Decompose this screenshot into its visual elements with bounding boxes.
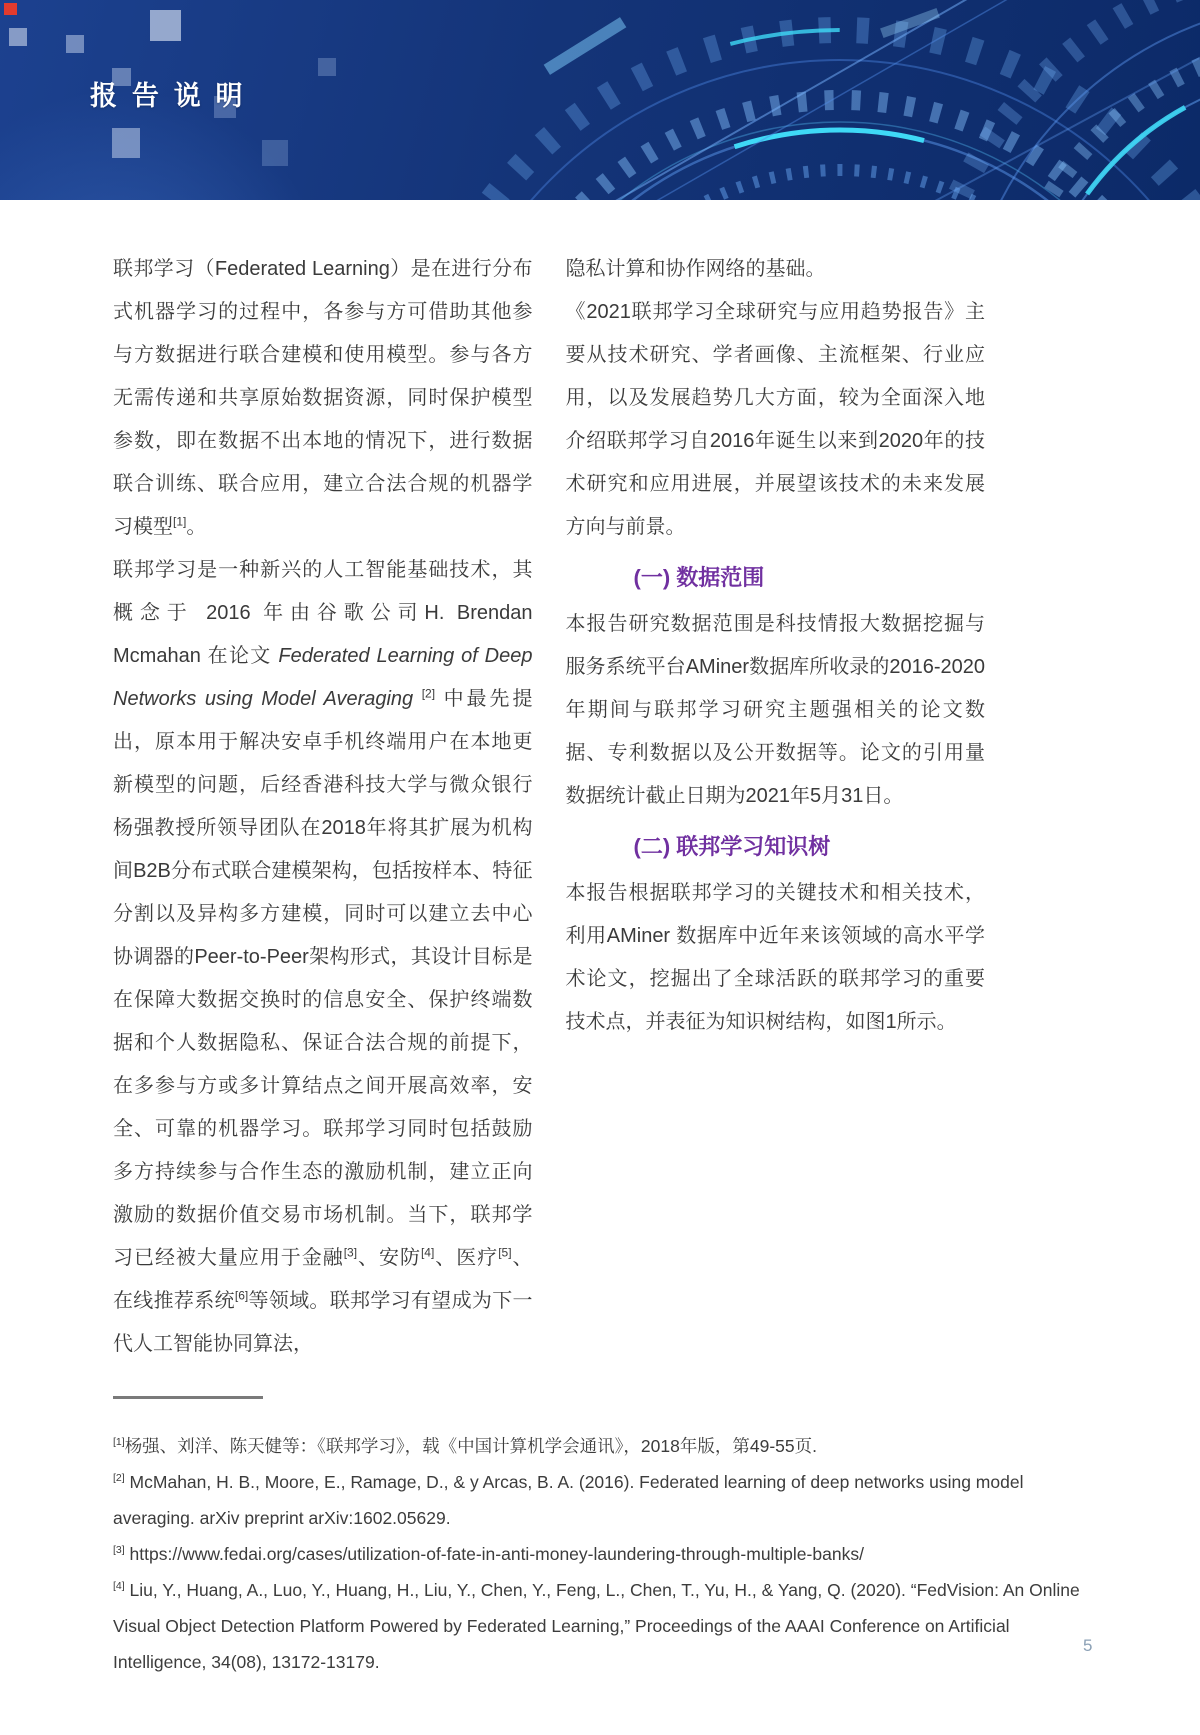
body-paragraph: [566, 291, 986, 549]
text-run: 、医疗: [434, 1247, 499, 1269]
page-number: 5: [1083, 1636, 1093, 1655]
text-run: [3]: [113, 1544, 125, 1557]
text-run: 、安防: [357, 1247, 421, 1269]
text-run: [3]: [343, 1245, 358, 1260]
body-paragraph: [113, 248, 533, 549]
report-body: [113, 248, 985, 1366]
body-paragraph: [566, 248, 986, 291]
text-run: (二) 联邦学习知识树: [633, 834, 831, 859]
body-paragraph: [113, 549, 533, 1366]
text-run: 、在线推荐系统: [113, 1247, 533, 1312]
blue-square-decoration: [66, 35, 84, 53]
text-run: 联邦学习（Federated Learning）是在进行分布式机器学习的过程中，各参与方可借助其他参与方数据进行联合建模和使用模型。参与各方无需传递和共享原始数据资源，同时保护模型参数，即在数据不出本地的情况下，进行数据联合训练、联合应用，建立合法合规的机器学习模型: [113, 258, 533, 538]
text-run: 本报告研究数据范围是科技情报大数据挖掘与服务系统平台AMiner数据库所收录的2016-2020年期间与联邦学习研究主题强相关的论文数据、专利数据以及公开数据等。论文的引用量数据统计截止日期为2021年5月31日。: [565, 613, 985, 807]
text-run: Liu, Y., Huang, A., Luo, Y., Huang, H., Liu, Y., Chen, Y., Feng, L., Chen, T., Yu, H., & Yang, Q. (2020). “FedVision: An Online Visual Object Detection Platform Powered by Federated Learning,” Proceedings of the AAAI Conference on Artificial Intelligence, 34(08), 13172-13179.: [113, 1580, 1080, 1672]
text-run: [1]: [173, 514, 187, 529]
left-column: [113, 248, 533, 1366]
blue-square-decoration: [9, 28, 27, 46]
text-run: 联邦学习是一种新兴的人工智能基础技术，其概念于 2016 年由谷歌公司H. Brendan Mcmahan 在论文: [113, 559, 533, 667]
text-run: https://www.fedai.org/cases/utilization-of-fate-in-anti-money-laundering-through-multiple-banks/: [124, 1544, 864, 1564]
text-run: (一) 数据范围: [633, 565, 765, 590]
text-run: 等领域。联邦学习有望成为下一代人工智能协同算法，: [113, 1290, 533, 1355]
red-square-decoration: [4, 3, 17, 15]
footnotes: [113, 1428, 1091, 1680]
text-run: [4]: [113, 1580, 125, 1593]
footnote-separator: [113, 1396, 263, 1399]
footnote-item: [113, 1464, 1091, 1536]
header-banner: [0, 0, 1200, 200]
text-run: [4]: [420, 1245, 435, 1260]
text-run: [5]: [498, 1245, 512, 1260]
text-run: McMahan, H. B., Moore, E., Ramage, D., & y Arcas, B. A. (2016). Federated learning of deep networks using model averaging. arXiv preprint arXiv:1602.05629.: [113, 1472, 1024, 1528]
blue-square-decoration: [262, 140, 288, 166]
text-run: 杨强、刘洋、陈天健等：《联邦学习》，载《中国计算机学会通讯》，2018年版，第49-55页.: [124, 1436, 817, 1456]
text-run: [6]: [234, 1288, 249, 1303]
text-run: [2]: [421, 686, 436, 701]
right-column: [566, 248, 986, 1366]
text-run: 本报告根据联邦学习的关键技术和相关技术，利用AMiner 数据库中近年来该领域的高水平学术论文，挖掘出了全球活跃的联邦学习的重要技术点，并表征为知识树结构，如图1所示。: [565, 882, 985, 1033]
blue-square-decoration: [150, 10, 181, 41]
page-title: 报告说明: [90, 81, 258, 111]
footnote-item: [113, 1428, 1091, 1464]
text-run: 。: [186, 516, 207, 538]
footnote-item: [113, 1536, 1091, 1572]
blue-square-decoration: [112, 128, 140, 158]
text-run: 《2021联邦学习全球研究与应用趋势报告》主要从技术研究、学者画像、主流框架、行业应用，以及发展趋势几大方面，较为全面深入地介绍联邦学习自2016年诞生以来到2020年的技术研究和应用进展，并展望该技术的未来发展方向与前景。: [565, 301, 985, 538]
section-heading: [566, 558, 986, 598]
text-run: [2]: [113, 1472, 125, 1485]
section-heading: [566, 827, 986, 867]
text-run: 隐私计算和协作网络的基础。: [565, 258, 826, 280]
blue-square-decoration: [318, 58, 336, 76]
body-paragraph: [566, 872, 986, 1044]
text-run: 中最先提出，原本用于解决安卓手机终端用户在本地更新模型的问题，后经香港科技大学与微众银行杨强教授所领导团队在2018年将其扩展为机构间B2B分布式联合建模架构，包括按样本、特征分割以及异构多方建模，同时可以建立去中心协调器的Peer-to-Peer架构形式，其设计目标是在保障大数据交换时的信息安全、保护终端数据和个人数据隐私、保证合法合规的前提下，在多参与方或多计算结点之间开展高效率，安全、可靠的机器学习。联邦学习同时包括鼓励多方持续参与合作生态的激励机制，建立正向激励的数据价值交易市场机制。当下，联邦学习已经被大量应用于金融: [113, 688, 533, 1269]
body-paragraph: [566, 603, 986, 818]
text-run: [1]: [113, 1436, 125, 1449]
footnote-item: [113, 1572, 1091, 1680]
text-run: Federated Learning of Deep Networks using Model Averaging: [113, 645, 533, 710]
text-run: [413, 688, 422, 710]
